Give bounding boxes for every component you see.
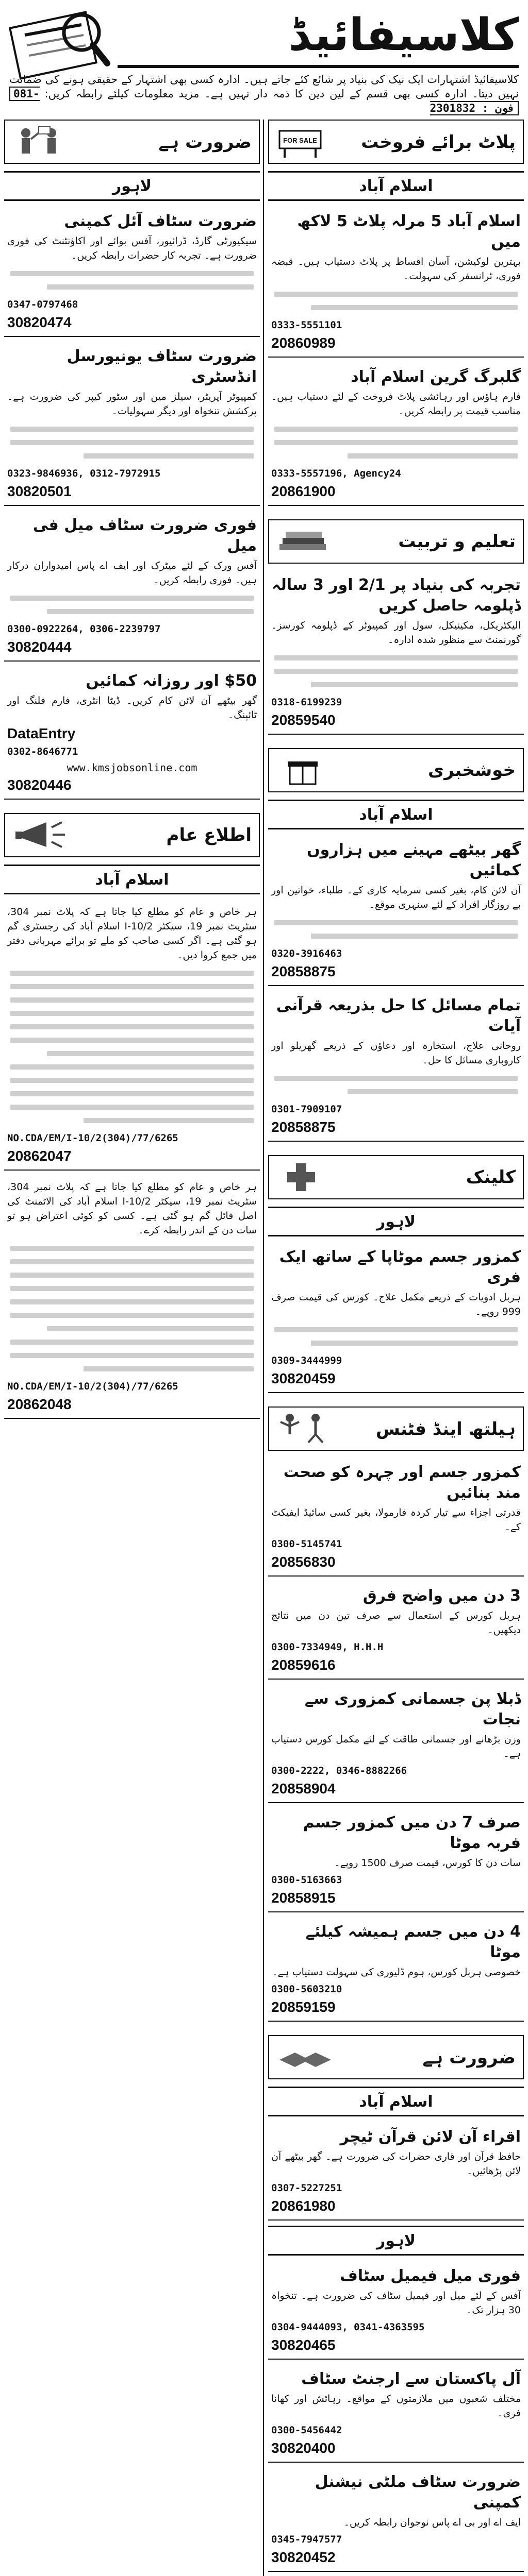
right-column [268,120,524,2576]
ad-code: 30820459 [271,1370,336,1386]
section-wanted-lahore [4,120,260,800]
ad-heading: $50 اور روزانہ کمائیں [86,672,257,690]
ad-brand: DataEntry [7,725,76,741]
megaphone-icon [10,817,72,852]
city-bar: لاہور [268,2226,524,2256]
section-title: اطلاع عام [166,825,252,845]
ad-heading: کمزور جسم موٹاپا کے ساتھ ایک فری [279,1248,521,1286]
ad-contact: 0323-9846936, 0312-7972915 [7,468,161,479]
medical-cross-icon [274,1159,336,1194]
classified-ad [4,342,260,506]
ad-body-filler [271,920,521,939]
notice-ad [4,1176,260,1419]
title-rule [118,65,519,68]
ad-code: 30820501 [7,483,72,499]
ad-body: قدرتی اجزاء سے تیار کردہ فارمولا، بغیر کسی سائیڈ ایفیکٹ کے۔ [271,1507,521,1533]
ad-code: 20859540 [271,712,336,728]
ad-body-filler [271,1327,521,1346]
ad-contact: 0307-5227251 [271,2182,342,2194]
masthead [4,4,524,112]
classified-ad [268,2262,524,2360]
classified-ad [268,1808,524,1912]
newspaper-icon [4,4,112,81]
ad-body: آفس ورک کے لئے میٹرک اور ایف اے پاس امیدواران درکار ہیں۔ فوری رابطہ کریں۔ [7,560,257,586]
classified-ad [268,207,524,358]
ad-body: ہربل ادویات کے ذریعے مکمل علاج۔ کورس کی قیمت صرف 999 روپے۔ [271,1292,521,1317]
ad-body: مختلف شعبوں میں ملازمتوں کے مواقع۔ رہائش اور کھانا فری۔ [271,2393,521,2419]
ad-contact: 0309-3444999 [271,1355,342,1366]
ad-code: 20858915 [271,1890,336,1906]
city-bar: لاہور [4,171,260,201]
ad-code: 30820474 [7,314,72,330]
classified-ad [268,836,524,986]
left-column [4,120,260,1432]
ad-body: روحانی علاج، استخارہ اور دعاؤں کے ذریعے گھریلو اور کاروباری مسائل کا حل۔ [271,1040,521,1066]
ad-body-filler [271,292,521,310]
gift-icon [274,752,336,787]
ad-code: 20861900 [271,483,336,499]
section-title: خوشخبری [428,760,516,781]
section-clinic [268,1155,524,1393]
section-header [268,120,524,164]
ad-body: گھر بیٹھے آن لائن کام کریں۔ ڈیٹا انٹری، فارم فلنگ اور ٹائپنگ۔ [7,695,257,721]
ad-contact: 0300-7334949, H.H.H [271,1641,384,1653]
job-seekers-icon [10,124,72,159]
ad-body: کمپیوٹر آپریٹر، سیلز مین اور سٹور کیپر کی ضرورت ہے۔ پرکشش تنخواہ اور دیگر سہولیات۔ [7,391,257,417]
section-wanted-right [268,2035,524,2576]
city-bar: لاہور [268,1207,524,1236]
ad-heading: اقراء آن لائن قرآن ٹیچر [340,2128,521,2146]
ad-heading: آل پاکستان سے ارجنٹ سٹاف [301,2370,521,2388]
classified-ad [268,1918,524,2022]
ad-body-filler [7,596,257,614]
section-plots-for-sale [268,120,524,506]
ad-body: آن لائن کام، بغیر کسی سرمایہ کاری کے۔ طلباء، خواتین اور بے روزگار افراد کے لئے سنہری موقع۔ [271,885,521,910]
section-title: کلینک [466,1167,516,1188]
books-icon [274,523,336,558]
ad-heading: ڈبلا پن جسمانی کمزوری سے نجات [304,1690,521,1728]
ad-code: 20861980 [271,2198,336,2214]
intro-body: کلاسیفائیڈ اشتہارات ایک نیک کی بنیاد پر شائع کئے جاتے ہیں۔ ادارہ کسی بھی اشتہار کے حقیقی ہونے کی ضمانت نہیں دیتا۔ ادارہ کسی بھی قسم کے لین دین کا ذمہ دار نہیں ہے۔ مزید معلومات کیلئے رابطہ کریں: [9,73,519,100]
city-bar: اسلام آباد [268,800,524,829]
ad-contact: 0301-7909107 [271,1104,342,1115]
ad-heading: گھر بیٹھے مہینے میں ہزاروں کمائیں [307,841,521,879]
ad-body-filler [7,271,257,290]
ad-heading: فوری میل فیمیل سٹاف [339,2267,521,2285]
ad-heading: فوری ضرورت سٹاف میل فی میل [32,516,257,555]
ad-contact: 0300-2222, 0346-8882266 [271,1765,407,1776]
ad-body: آفس کے لئے میل اور فیمیل سٹاف کی ضرورت ہے۔ تنخواہ 30 ہزار تک۔ [271,2290,521,2316]
newspaper-logo [4,4,112,81]
section-title: ضرورت ہے [422,2047,516,2068]
ad-contact: 0300-5456442 [271,2425,342,2436]
ad-contact: 0333-5551101 [271,319,342,331]
ad-heading: صرف 7 دن میں کمزور جسم فربہ موٹا [303,1814,521,1852]
ad-code: 20862047 [7,1148,72,1164]
classified-ad [4,511,260,662]
ad-contact: 0347-0797468 [7,299,78,310]
ad-code: 20856830 [271,1554,336,1570]
ad-heading: کمزور جسم اور چہرہ کو صحت مند بنائیں [283,1463,521,1502]
ad-heading: 4 دن میں جسم ہمیشہ کیلئے موٹا [305,1923,521,1961]
intro-phone: 081-2301832 : فون [9,87,519,115]
ad-body: حافظ قرآن اور قاری حضرات کی ضرورت ہے۔ گھر بیٹھے آن لائن پڑھائیں۔ [271,2151,521,2177]
ad-heading: گلبرگ گرین اسلام آباد [351,368,521,386]
ad-body: خصوصی ہربل کورس، ہوم ڈلیوری کی سہولت دستیاب ہے۔ [272,1967,521,1978]
ad-body-filler [271,655,521,687]
for-sale-sign-icon [274,124,336,159]
classified-ad [268,1685,524,1803]
ad-body-filler [7,427,257,459]
ad-body: فارم ہاؤس اور رہائشی پلاٹ فروخت کے لئے دستیاب ہیں۔ مناسب قیمت پر رابطہ کریں۔ [271,391,521,417]
ad-heading: ضرورت سٹاف یونیورسل انڈسٹری [67,347,257,386]
ad-code: 20859159 [271,1999,336,2015]
ad-code: 20859616 [271,1657,336,1673]
ad-heading: 3 دن میں واضح فرق [362,1587,521,1605]
ad-contact: 0300-5163663 [271,1874,342,1886]
fitness-icon [274,1411,336,1446]
ad-body-filler [7,1246,257,1371]
classified-ad [268,2365,524,2463]
ad-contact: 0300-5145741 [271,1538,342,1550]
ad-code: 20858904 [271,1781,336,1797]
intro-text [9,72,519,115]
ad-body: ہر خاص و عام کو مطلع کیا جاتا ہے کہ پلاٹ نمبر 304، سٹریٹ نمبر 19، سیکٹر I-10/2 اسلام آباد کی الاٹمنٹ کی اصل فائل گم ہو گئی ہے۔ کسی کو کوئی اعتراض ہو تو سات دن کے اندر رابطہ کرے۔ [7,1181,257,1236]
ad-heading: ضرورت سٹاف آئل کمپنی [64,212,257,230]
classified-ad [268,2468,524,2572]
section-public-notice [4,813,260,1419]
ad-body: وزن بڑھانے اور جسمانی طاقت کے لئے مکمل کورس دستیاب ہے۔ [271,1734,521,1759]
section-title: ضرورت ہے [158,131,252,152]
ad-code: 30820465 [271,2337,336,2353]
ad-body: ہربل کورس کے استعمال سے صرف تین دن میں نتائج دیکھیں۔ [271,1610,521,1636]
ad-heading: تمام مسائل کا حل بذریعہ قرآنی آیات [276,996,521,1035]
ad-code: 30820444 [7,639,72,655]
ad-contact: 0300-5603210 [271,1984,342,1995]
section-header [268,1406,524,1451]
ad-heading: تجربہ کی بنیاد پر 2/1 اور 3 سالہ ڈپلومہ حاصل کریں [271,576,521,615]
classified-ad [268,1243,524,1393]
section-title: پلاٹ برائے فروخت [361,131,516,152]
section-title: تعلیم و تربیت [398,531,516,552]
classified-ad [268,1582,524,1680]
ad-body: ایف اے اور بی اے پاس نوجوان رابطہ کریں۔ [343,2517,521,2528]
section-header [268,2035,524,2079]
classified-ad [268,991,524,1142]
ad-website-link[interactable]: www.kmsjobsonline.com [67,761,197,774]
ad-body-filler [7,971,257,1123]
ad-body: ہر خاص و عام کو مطلع کیا جاتا ہے کہ پلاٹ نمبر 304، سٹریٹ نمبر 19، سیکٹر I-10/2 اسلام آباد کی رجسٹری گم ہو گئی ہے۔ اگر کسی صاحب کو ملے تو برائے مہربانی دفتر میں جمع کروا دیں۔ [7,906,257,961]
ad-body: سات دن کا کورس، قیمت صرف 1500 روپے۔ [334,1857,521,1869]
ad-code: 20858875 [271,1119,336,1135]
ad-code: 20858875 [271,963,336,979]
section-education [268,519,524,735]
ad-contact: NO.CDA/EM/I-10/2(304)/77/6265 [7,1381,178,1392]
ad-contact: 0320-3916463 [271,948,342,959]
ad-code: 30820400 [271,2440,336,2456]
online-earning-ad [4,667,260,800]
city-bar: اسلام آباد [4,865,260,894]
handshake-icon [274,2039,336,2074]
ad-code: 30820452 [271,2549,336,2565]
ad-contact: 0304-9444093, 0341-4363595 [271,2321,425,2333]
section-health-fitness [268,1406,524,2022]
notice-ad [4,901,260,1171]
ad-body: الیکٹریکل، مکینیکل، سول اور کمپیوٹر کے ڈپلومہ کورسز۔ گورنمنٹ سے منظور شدہ ادارہ۔ [271,620,521,646]
ad-contact: 0302-8646771 [7,746,78,757]
ad-body: سیکیورٹی گارڈ، ڈرائیور، آفس بوائے اور اکاؤنٹنٹ کی فوری ضرورت ہے۔ تجربہ کار حضرات رابطہ کریں۔ [7,235,257,261]
for-sale-sign-text: FOR SALE [283,137,317,144]
classified-ad [268,1458,524,1577]
ad-code: 20860989 [271,335,336,351]
ad-body-filler [271,1076,521,1094]
ad-contact: 0333-5557196, Agency24 [271,468,401,479]
ad-body-filler [271,427,521,459]
section-title: ہیلتھ اینڈ فٹنس [375,1418,516,1439]
classified-ad [268,2123,524,2221]
page-title: کلاسیفائیڈ [288,9,519,61]
ad-heading: اسلام آباد 5 مرلہ پلاٹ 5 لاکھ میں [297,212,521,251]
section-header [268,519,524,564]
ad-contact: 0345-7947577 [271,2534,342,2545]
section-header [268,748,524,792]
classified-ad [268,571,524,735]
ad-body: بہترین لوکیشن، آسان اقساط پر پلاٹ دستیاب ہیں۔ قبضہ فوری، ٹرانسفر کی سہولت۔ [271,256,521,282]
ad-code: 20862048 [7,1396,72,1412]
classified-ad [268,363,524,506]
section-header [268,1155,524,1199]
ad-code: 30820446 [7,777,72,793]
city-bar: اسلام آباد [268,171,524,201]
column-divider [263,120,264,2576]
classified-ad [4,207,260,337]
ad-contact: 0300-0922264, 0306-2239797 [7,623,161,635]
city-bar: اسلام آباد [268,2087,524,2116]
section-good-news [268,748,524,1142]
section-header [4,120,260,164]
ad-contact: NO.CDA/EM/I-10/2(304)/77/6265 [7,1132,178,1144]
ad-contact: 0318-6199239 [271,697,342,708]
section-header [4,813,260,857]
ad-heading: ضرورت سٹاف ملٹی نیشنل کمپنی [315,2473,521,2512]
